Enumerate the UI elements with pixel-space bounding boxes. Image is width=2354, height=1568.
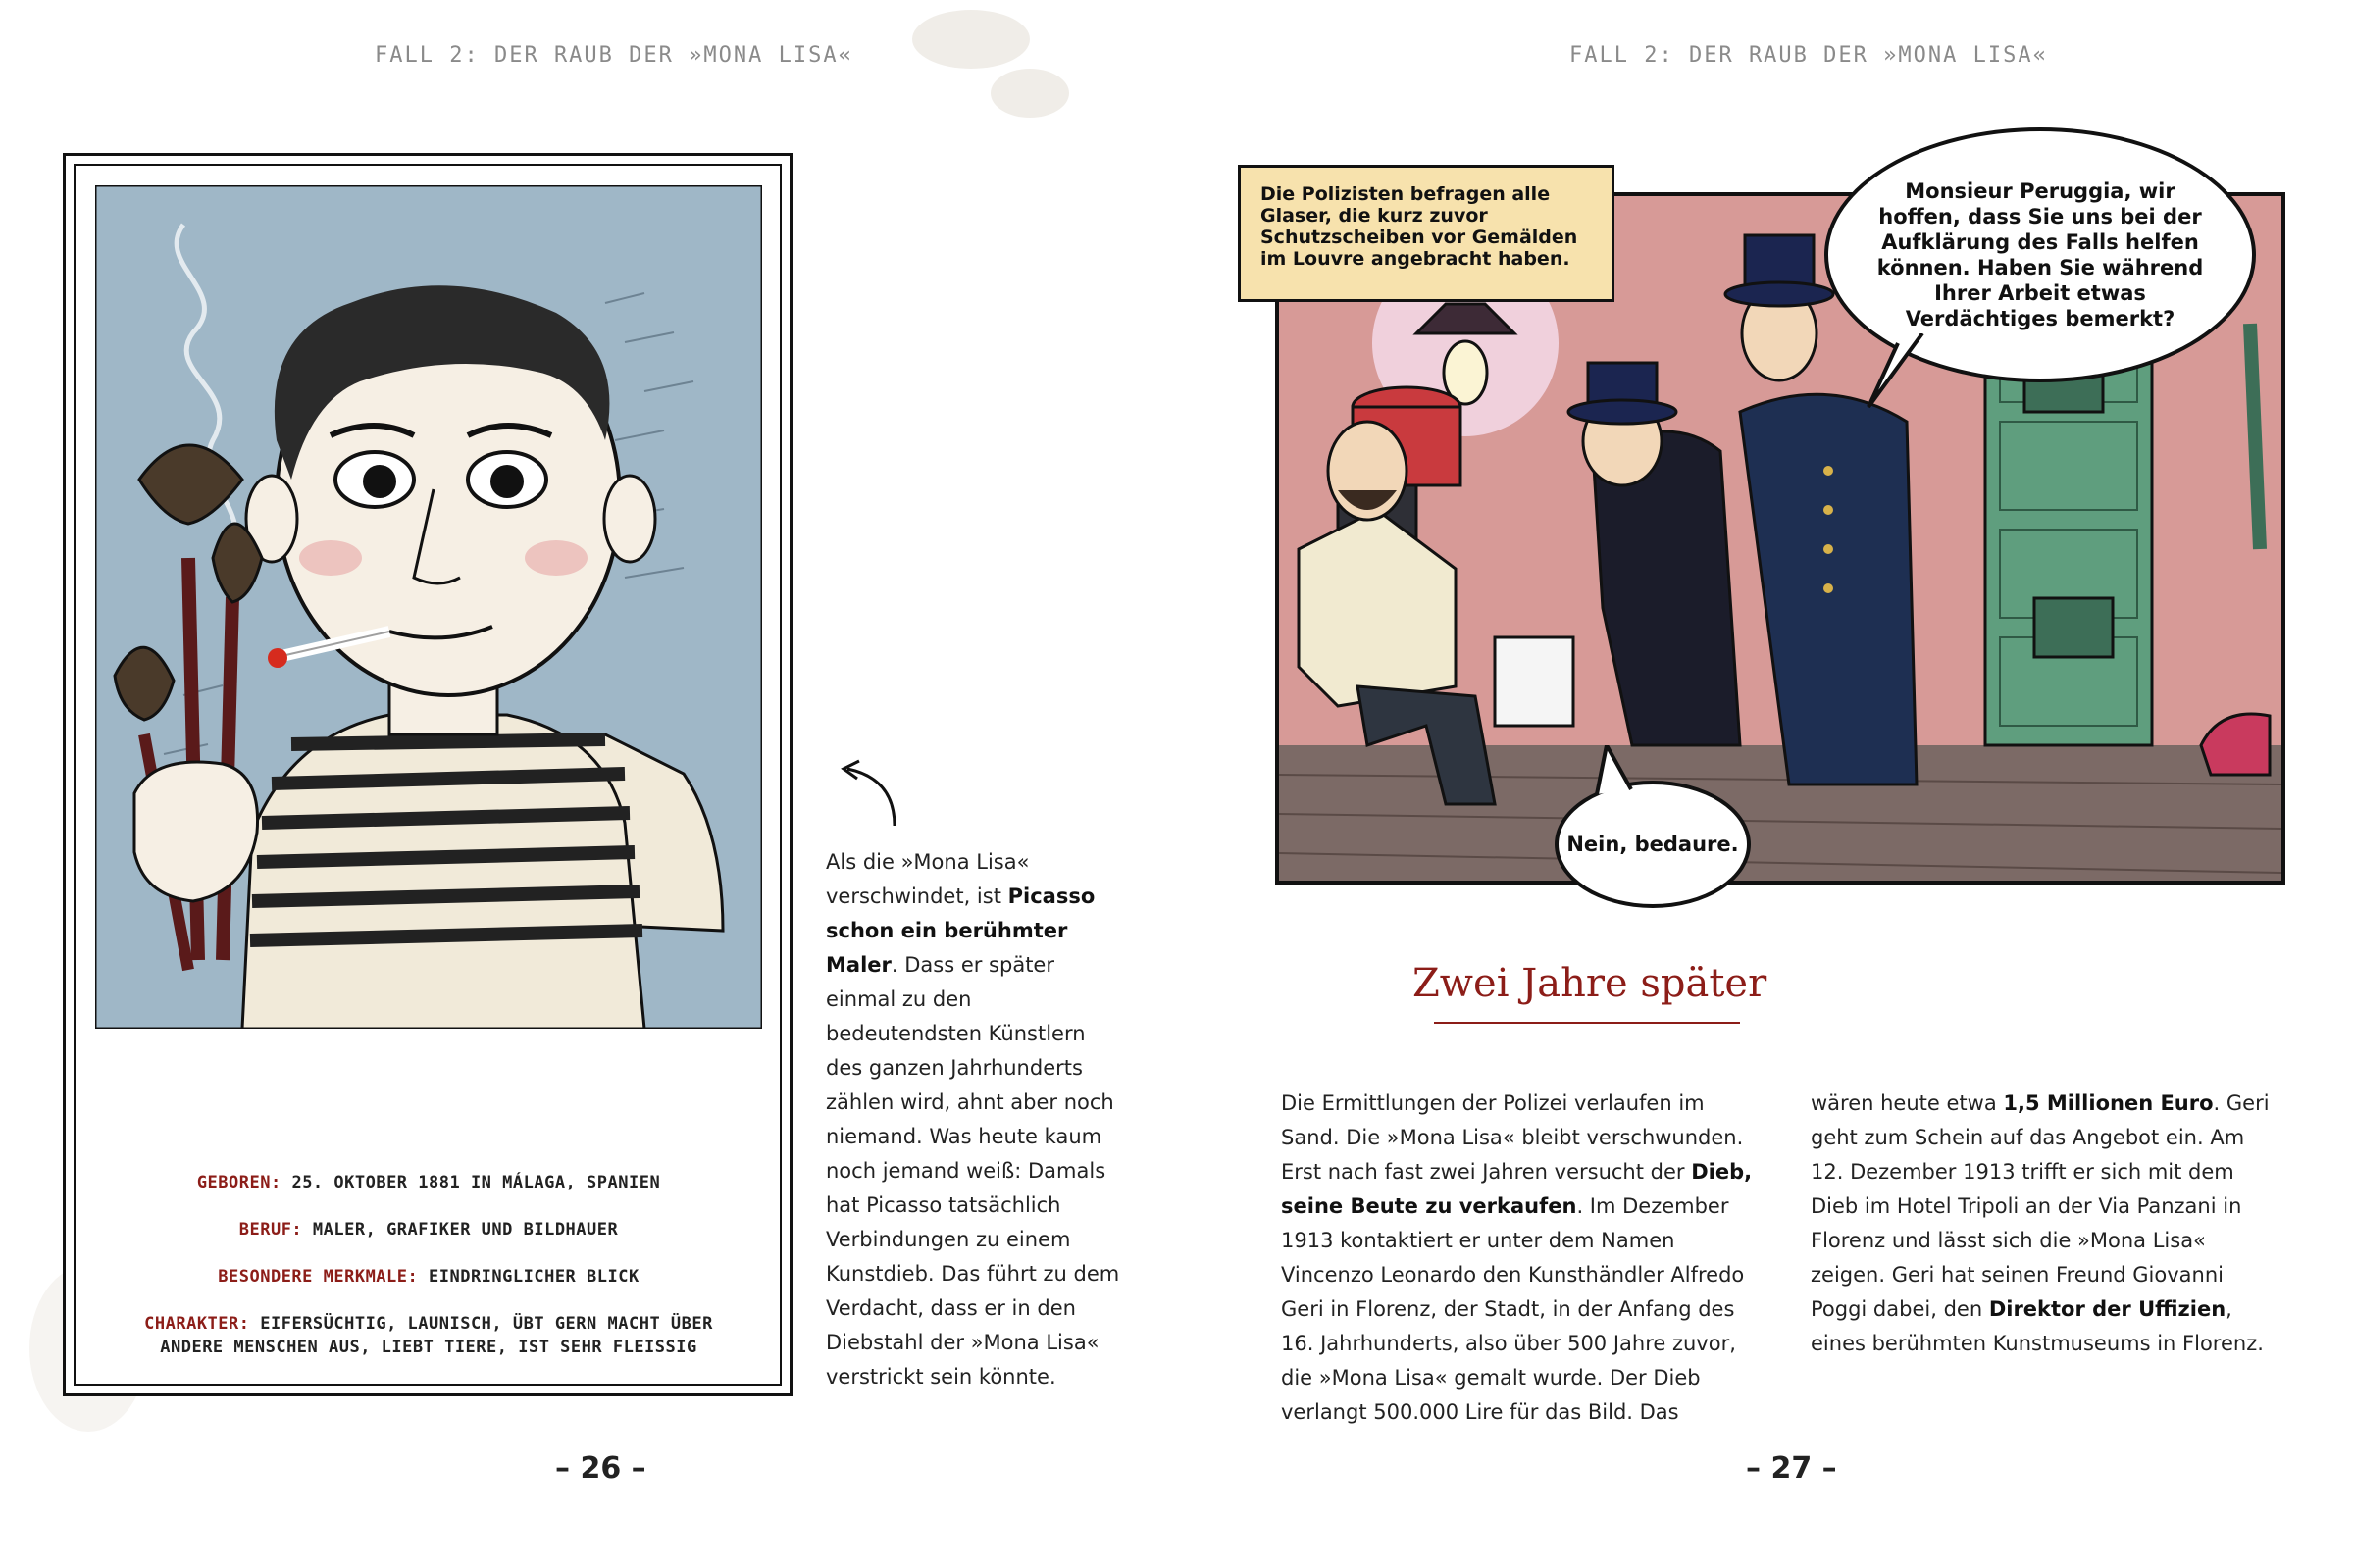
body-column-1 <box>1281 1087 1762 1430</box>
curved-arrow-icon <box>836 759 904 828</box>
right-page <box>1177 0 2354 1568</box>
fact-character-value-line2: ANDERE MENSCHEN AUS, LIEBT TIERE, IST SEHR FLEISSIG <box>160 1338 697 1357</box>
ink-splatter <box>912 10 1030 69</box>
col1-part2: . Im Dezember 1913 kontaktiert er unter dem Namen Vincenzo Leonardo den Kunsthändler Alfredo Geri in Florenz, der Stadt, in der Anfang des 16. Jahrhunderts, also über 500 Jahre zuvor, die »Mona Lisa« gemalt wurde. Der Dieb verlangt 500.000 Lire für das Bild. Das <box>1281 1194 1745 1424</box>
side-note-text <box>826 845 1120 1394</box>
speech-bubble-tail <box>1864 333 1932 412</box>
speech-bubble-tail <box>1587 745 1646 794</box>
heading-rule <box>1434 1022 1740 1024</box>
ink-splatter <box>991 69 1069 118</box>
page-number: – 26 – <box>555 1451 646 1486</box>
running-head: FALL 2: DER RAUB DER »MONA LISA« <box>375 43 853 68</box>
body-column-2 <box>1811 1087 2272 1361</box>
col2-part1: wären heute etwa <box>1811 1091 2004 1115</box>
fact-character-label: CHARAKTER: <box>144 1314 250 1334</box>
fact-character-value: EIFERSÜCHTIG, LAUNISCH, ÜBT GERN MACHT ÜBER <box>260 1314 713 1334</box>
comic-caption: Die Polizisten befragen alle Glaser, die kurz zuvor Schutzscheiben vor Gemälden im Louvre angebracht haben. <box>1238 165 1614 302</box>
portrait-card <box>63 153 793 1396</box>
col2-part2: . Geri geht zum Schein auf das Angebot ein. Am 12. Dezember 1913 trifft er sich mit dem Dieb im Hotel Tripoli an der Via Panzani in Florenz und lässt sich die »Mona Lisa« zeigen. Geri hat seinen Freund Giovanni Poggi dabei, den <box>1811 1091 2270 1321</box>
col1-bold: Dieb, seine Beute zu verkaufen <box>1281 1160 1753 1218</box>
speech-bubble-officer: Monsieur Peruggia, wir hoffen, dass Sie uns bei der Aufklärung des Falls helfen können. Haben Sie während Ihrer Arbeit etwas Verdächtiges bemerkt? <box>1824 127 2256 382</box>
section-heading: Zwei Jahre später <box>1412 961 1767 1006</box>
side-note-part1: Als die »Mona Lisa« verschwindet, ist <box>826 850 1030 908</box>
col2-part3: , eines berühmten Kunstmuseums in Florenz. <box>1811 1297 2264 1355</box>
fact-born-value: 25. OKTOBER 1881 IN MÁLAGA, SPANIEN <box>291 1173 661 1192</box>
fact-profession <box>85 1218 772 1241</box>
fact-features <box>85 1265 772 1289</box>
running-head: FALL 2: DER RAUB DER »MONA LISA« <box>1569 43 2048 68</box>
side-note-part2: . Dass er später einmal zu den bedeutendsten Künstlern des ganzen Jahrhunderts zählen wird, ahnt aber noch niemand. Was heute kaum noch jemand weiß: Damals hat Picasso tatsächlich Verbindungen zu einem Kunstdieb. Das führt zu dem Verdacht, dass er in den Diebstahl der »Mona Lisa« verstrickt sein könnte. <box>826 953 1120 1389</box>
fact-features-value: EINDRINGLICHER BLICK <box>429 1267 640 1287</box>
fact-features-label: BESONDERE MERKMALE: <box>218 1267 419 1287</box>
col2-bold1: 1,5 Millionen Euro <box>2003 1091 2214 1115</box>
picasso-portrait-illustration <box>95 185 762 1029</box>
col2-bold2: Direktor der Uffizien <box>1988 1297 2226 1321</box>
fact-profession-label: BERUF: <box>238 1220 303 1239</box>
fact-character <box>85 1312 772 1359</box>
col1-part1: Die Ermittlungen der Polizei verlaufen im Sand. Die »Mona Lisa« bleibt verschwunden. Erst nach fast zwei Jahren versucht der <box>1281 1091 1744 1184</box>
fact-born <box>85 1171 772 1194</box>
fact-profession-value: MALER, GRAFIKER UND BILDHAUER <box>312 1220 619 1239</box>
side-note-bold: Picasso schon ein berühmter Maler <box>826 885 1096 977</box>
page-number: – 27 – <box>1746 1451 1837 1486</box>
fact-born-label: GEBOREN: <box>196 1173 281 1192</box>
speech-bubble-reply: Nein, bedaure. <box>1555 781 1751 908</box>
